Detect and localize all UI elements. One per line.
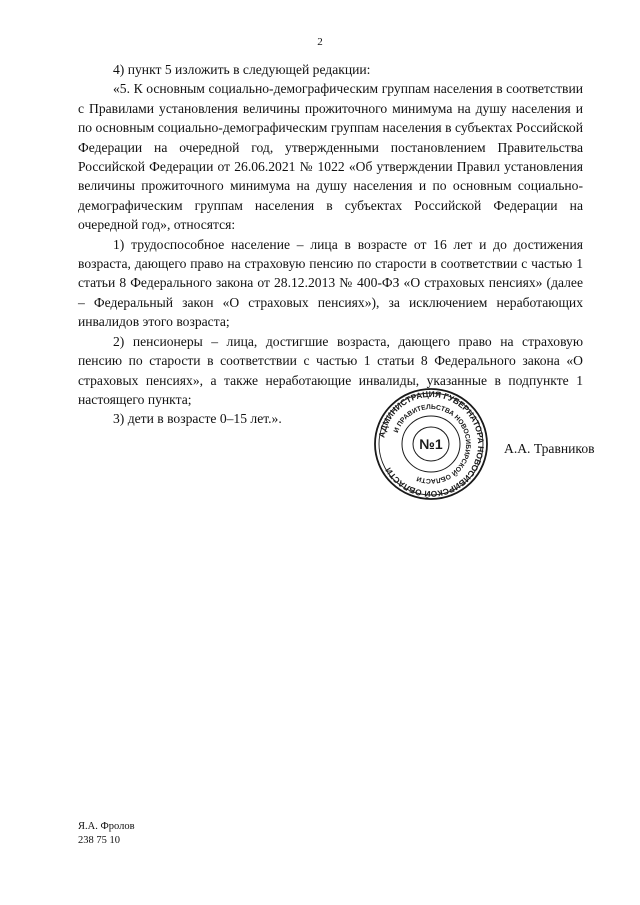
- stamp-center-number: №1: [419, 436, 443, 452]
- official-stamp: [364, 386, 498, 502]
- page-number: 2: [317, 36, 323, 48]
- executor-block: [78, 820, 135, 848]
- paragraph-point-5: «5. К основным социально-демографическим группам населения в соответствии с Правилами установления величины прожиточного минимума на душу населения и по основным социально-демографическим группам населения в субъектах Российской Федерации на очередной год, утвержденными постановлением Правительства Российской Федерации от 26.06.2021 № 1022 «Об утверждении Правил установления величины прожиточного минимума на душу населения и по основным социально-демографическим группам населения в субъектах Российской Федерации на очередной год», относятся:: [78, 81, 583, 233]
- paragraph-subpoint-3: 3) дети в возрасте 0–15 лет.».: [113, 411, 282, 427]
- executor-name: Я.А. Фролов: [78, 821, 135, 832]
- paragraph-subpoint-1: 1) трудоспособное население – лица в возрасте от 16 лет и до достижения возраста, дающего право на страховую пенсию по старости в соответствии с частью 1 статьи 8 Федерального закона от 28.12.2013 № 400-ФЗ «О страховых пенсиях» (далее – Федеральный закон «О страховых пенсиях»), за исключением неработающих инвалидов этого возраста;: [78, 236, 583, 330]
- document-body: [78, 60, 583, 429]
- signer-name: А.А. Травников: [504, 441, 595, 456]
- paragraph-subpoint-2: 2) пенсионеры – лица, достигшие возраста, дающего право на страховую пенсию по старости в соответствии с частью 1 статьи 8 Федерального закона «О страховых пенсиях», а также неработающие инвалиды, указанные в подпункте 1 настоящего пункта;: [78, 333, 583, 407]
- executor-phone: 238 75 10: [78, 835, 120, 846]
- paragraph-item-4: 4) пункт 5 изложить в следующей редакции:: [113, 62, 371, 77]
- stamp-outer-text: АДМИНИСТРАЦИЯ ГУБЕРНАТОРА НОВОСИБИРСКОЙ ОБЛАСТИ: [376, 388, 487, 500]
- stamp-inner-text: И ПРАВИТЕЛЬСТВА НОВОСИБИРСКОЙ ОБЛАСТИ: [392, 403, 472, 485]
